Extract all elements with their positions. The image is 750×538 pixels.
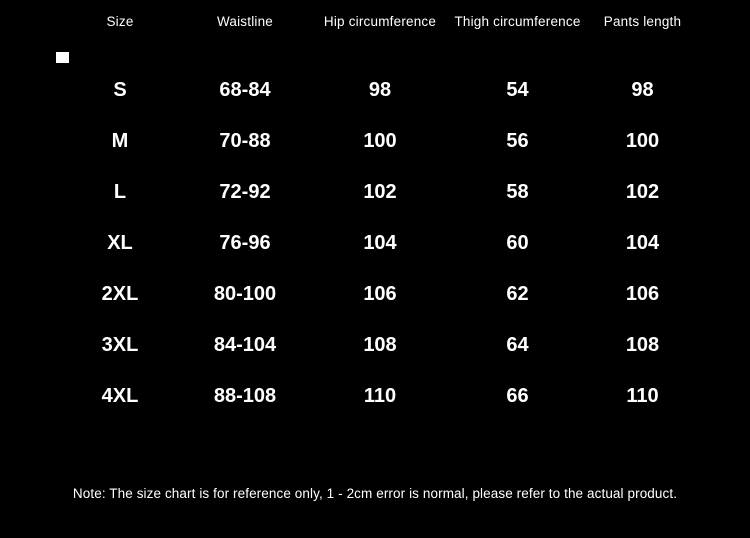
table-row [60,320,700,371]
cell-waistline: 84-104 [213,334,277,356]
cell-waistline: 68-84 [219,79,271,101]
cell-hip: 98 [368,79,392,101]
table-body [60,39,700,422]
table-row [60,218,700,269]
cell-waistline: 72-92 [219,181,271,203]
cell-hip: 100 [363,130,397,152]
cell-size: 4XL [101,385,139,407]
cell-thigh: 54 [506,79,529,101]
cell-waistline: 88-108 [213,385,277,407]
cell-waistline: 76-96 [219,232,271,254]
size-chart-table [60,8,700,422]
cell-thigh: 56 [506,130,529,152]
cell-size: L [113,181,127,203]
cell-hip: 104 [363,232,397,254]
cell-length: 100 [625,130,660,152]
cell-thigh: 64 [506,334,529,356]
table-header [60,8,700,39]
cell-length: 108 [625,334,660,356]
cell-size: XL [107,232,133,254]
table-row [60,371,700,422]
cell-thigh: 58 [506,181,529,203]
cell-thigh: 62 [506,283,529,305]
cell-hip: 108 [363,334,397,356]
size-chart-note: Note: The size chart is for reference only, 1 - 2cm error is normal, please refer to the actual product. [72,486,678,501]
cell-length: 104 [625,232,660,254]
cell-length: 106 [625,283,660,305]
cell-thigh: 60 [506,232,529,254]
cell-length: 102 [625,181,660,203]
column-header-thigh-circumference: Thigh circumference [454,14,581,29]
column-header-size: Size [106,14,134,29]
cell-hip: 110 [363,385,397,407]
cell-size: 2XL [101,283,139,305]
column-header-pants-length: Pants length [603,14,682,29]
table-row [60,167,700,218]
table-row [60,116,700,167]
cell-length: 98 [631,79,654,101]
cell-length: 110 [626,385,659,407]
table-row [60,269,700,320]
cell-size: 3XL [101,334,139,356]
cell-waistline: 70-88 [219,130,271,152]
cell-size: S [113,79,127,101]
column-header-hip-circumference: Hip circumference [323,14,437,29]
table-header-row [60,8,700,39]
cell-hip: 102 [363,181,397,203]
cell-thigh: 66 [506,385,529,407]
column-header-waistline: Waistline [216,14,274,29]
cell-size: M [111,130,129,152]
table-row [60,39,700,116]
cell-waistline: 80-100 [213,283,277,305]
cell-hip: 106 [363,283,397,305]
